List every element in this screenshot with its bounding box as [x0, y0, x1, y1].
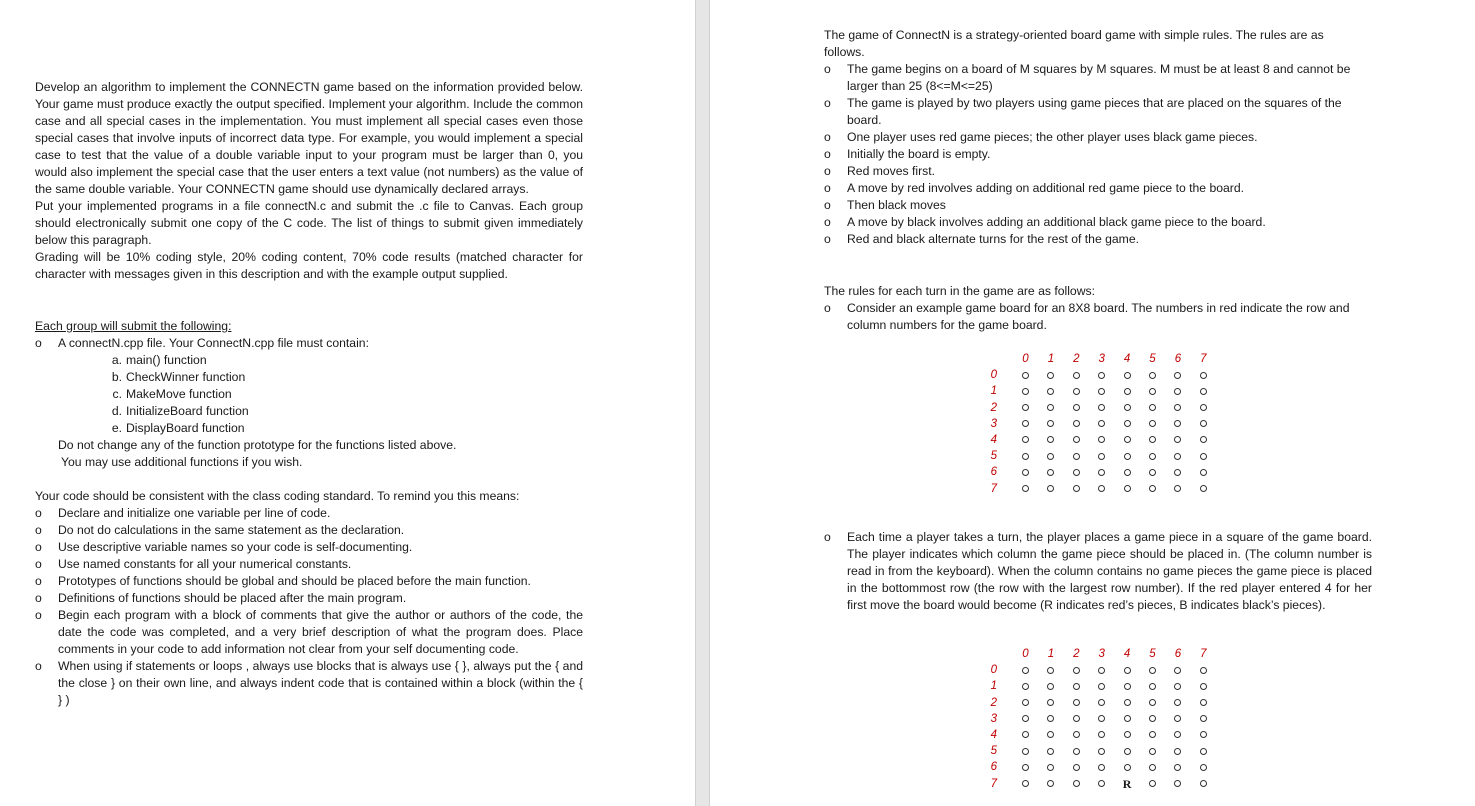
empty-square-icon — [1140, 416, 1165, 432]
standard-item: o Use descriptive variable names so your code is self-documenting. — [35, 540, 413, 554]
row-number: 5 — [990, 450, 997, 463]
column-number: 3 — [1098, 353, 1105, 365]
standard-item: o When using if statements or loops , always use blocks that is always use { }, always put the { and the close } on their own line, and always indent code that is contained within a block (within the { } ) — [35, 659, 583, 707]
page-gutter — [695, 0, 710, 806]
empty-square-icon — [1191, 727, 1216, 743]
empty-square-icon — [1115, 481, 1140, 497]
row-number: 3 — [990, 712, 997, 725]
empty-square-icon — [1115, 464, 1140, 480]
empty-square-icon — [1115, 662, 1140, 678]
empty-square-icon — [1115, 759, 1140, 775]
empty-square-icon — [1089, 776, 1114, 792]
empty-square-icon — [1038, 759, 1063, 775]
rule-item: o A move by black involves adding an additional black game piece to the board. — [824, 215, 1266, 229]
column-number: 2 — [1073, 353, 1080, 365]
empty-square-icon — [1165, 400, 1190, 416]
empty-square-icon — [1089, 759, 1114, 775]
submit-section — [35, 318, 595, 471]
empty-square-icon — [1038, 481, 1063, 497]
column-number: 7 — [1200, 648, 1207, 660]
empty-square-icon — [1140, 727, 1165, 743]
empty-square-icon — [1191, 695, 1216, 711]
empty-square-icon — [1140, 743, 1165, 759]
standard-item: o Use named constants for all your numerical constants. — [35, 557, 352, 571]
empty-square-icon — [1089, 400, 1114, 416]
empty-square-icon — [1038, 367, 1063, 383]
empty-square-icon — [1089, 662, 1114, 678]
empty-square-icon — [1165, 481, 1190, 497]
empty-square-icon — [1191, 711, 1216, 727]
empty-square-icon — [1115, 416, 1140, 432]
empty-square-icon — [1013, 662, 1038, 678]
empty-square-icon — [1064, 711, 1089, 727]
rule-item: o Initially the board is empty. — [824, 147, 991, 161]
column-number: 1 — [1047, 353, 1055, 365]
empty-square-icon — [1165, 448, 1190, 464]
empty-square-icon — [1038, 383, 1063, 399]
empty-square-icon — [1115, 432, 1140, 448]
coding-standard-list — [35, 505, 583, 709]
empty-square-icon — [1140, 432, 1165, 448]
column-number: 3 — [1098, 648, 1105, 660]
empty-square-icon — [1064, 678, 1089, 694]
empty-square-icon — [1191, 448, 1216, 464]
empty-square-icon — [1089, 448, 1114, 464]
turn-rules-heading: The rules for each turn in the game are as follows: — [824, 284, 1095, 298]
rule-item: o The game begins on a board of M squares by M squares. M must be at least 8 and cannot be larger than 25 (8<=M<=25) — [824, 62, 1351, 93]
empty-square-icon — [1013, 743, 1038, 759]
empty-square-icon — [1089, 416, 1114, 432]
row-number: 0 — [990, 664, 997, 677]
function-item: c. MakeMove function — [112, 387, 232, 401]
coding-standard-heading: Your code should be consistent with the class coding standard. To remind you this means: — [35, 489, 520, 503]
empty-square-icon — [1115, 448, 1140, 464]
empty-square-icon — [1089, 481, 1114, 497]
empty-square-icon — [1064, 383, 1089, 399]
row-number: 4 — [990, 729, 997, 741]
empty-square-icon — [1140, 400, 1165, 416]
function-item: e. DisplayBoard function — [111, 421, 245, 435]
empty-square-icon — [1089, 383, 1114, 399]
empty-square-icon — [1140, 464, 1165, 480]
rule-item: o Red moves first. — [824, 164, 936, 178]
empty-square-icon — [1165, 711, 1190, 727]
empty-square-icon — [1013, 727, 1038, 743]
standard-item: o Definitions of functions should be placed after the main program. — [35, 591, 407, 605]
empty-game-board — [987, 351, 1217, 496]
rule-item: o The game is played by two players using game pieces that are placed on the squares of the board. — [824, 96, 1342, 127]
empty-square-icon — [1140, 695, 1165, 711]
empty-square-icon — [1064, 432, 1089, 448]
empty-square-icon — [1115, 383, 1140, 399]
column-number: 4 — [1123, 648, 1131, 660]
column-number: 0 — [1022, 648, 1029, 660]
empty-square-icon — [1115, 695, 1140, 711]
red-game-piece: R — [1122, 776, 1132, 791]
empty-square-icon — [1140, 776, 1165, 792]
empty-square-icon — [1038, 416, 1063, 432]
empty-square-icon — [1191, 743, 1216, 759]
empty-square-icon — [1165, 367, 1190, 383]
empty-square-icon — [1140, 678, 1165, 694]
empty-square-icon — [1089, 464, 1114, 480]
column-number: 1 — [1047, 648, 1055, 660]
empty-square-icon — [1191, 367, 1216, 383]
example-board-bullet: o Consider an example game board for an 8X8 board. The numbers in red indicate the row and column numbers for the game board. — [824, 301, 1350, 332]
empty-square-icon — [1115, 711, 1140, 727]
empty-square-icon — [1064, 695, 1089, 711]
empty-square-icon — [1038, 464, 1063, 480]
empty-square-icon — [1191, 662, 1216, 678]
empty-square-icon — [1115, 400, 1140, 416]
row-number: 5 — [990, 745, 997, 758]
empty-square-icon — [1140, 759, 1165, 775]
function-list — [102, 352, 595, 437]
turn-rules-section — [824, 283, 1374, 334]
empty-square-icon — [1115, 367, 1140, 383]
standard-item: o Begin each program with a block of comments that give the author or authors of the code, the date the code was completed, and a very brief description of what the program does. Place comments in your code to add information not clear from your self documenting code. — [35, 608, 583, 656]
row-number: 7 — [990, 777, 997, 790]
empty-square-icon — [1064, 759, 1089, 775]
submit-heading: Each group will submit the following: — [35, 319, 232, 333]
empty-square-icon — [1013, 367, 1038, 383]
standard-item: o Declare and initialize one variable per line of code. — [35, 506, 331, 520]
empty-square-icon — [1064, 776, 1089, 792]
game-intro: The game of ConnectN is a strategy-oriented board game with simple rules. The rules are as follows. — [824, 28, 1324, 59]
empty-square-icon — [1013, 481, 1038, 497]
empty-square-icon — [1064, 448, 1089, 464]
empty-square-icon — [1089, 727, 1114, 743]
column-number: 5 — [1149, 648, 1156, 660]
empty-square-icon — [1038, 678, 1063, 694]
empty-square-icon — [1064, 464, 1089, 480]
row-number: 0 — [990, 369, 997, 382]
empty-square-icon — [1089, 695, 1114, 711]
empty-square-icon — [1013, 416, 1038, 432]
empty-square-icon — [1191, 432, 1216, 448]
empty-square-icon — [1038, 400, 1063, 416]
empty-square-icon — [1191, 678, 1216, 694]
bullet-icon: o — [35, 336, 42, 350]
empty-square-icon — [1064, 400, 1089, 416]
standard-item: o Do not do calculations in the same statement as the declaration. — [35, 523, 405, 537]
empty-square-icon — [1165, 743, 1190, 759]
empty-square-icon — [1038, 776, 1063, 792]
row-number: 2 — [990, 696, 997, 709]
prototype-note: Do not change any of the function prototype for the functions listed above. — [58, 438, 457, 452]
empty-square-icon — [1140, 481, 1165, 497]
rules-section — [824, 27, 1364, 248]
empty-square-icon — [1191, 776, 1216, 792]
empty-square-icon — [1165, 727, 1190, 743]
empty-square-icon — [1165, 662, 1190, 678]
row-number: 3 — [990, 417, 997, 430]
empty-square-icon — [1038, 432, 1063, 448]
empty-square-icon — [1165, 416, 1190, 432]
empty-square-icon — [1038, 711, 1063, 727]
row-number: 6 — [990, 761, 997, 774]
empty-square-icon — [1089, 678, 1114, 694]
empty-square-icon — [1115, 727, 1140, 743]
empty-square-icon — [1013, 464, 1038, 480]
empty-square-icon — [1013, 776, 1038, 792]
empty-square-icon — [1089, 743, 1114, 759]
empty-square-icon — [1038, 662, 1063, 678]
empty-square-icon — [1038, 727, 1063, 743]
empty-square-icon — [1013, 678, 1038, 694]
rules-list — [824, 61, 1364, 248]
row-number: 2 — [990, 401, 997, 414]
empty-square-icon — [1013, 383, 1038, 399]
placement-rule-bullet: o Each time a player takes a turn, the player places a game piece in a square of the game board. The player indicates which column the game piece should be placed in. (The column number is read in from the keyboard). When the column contains no game pieces the game piece is placed in the bottommost row (the row with the largest row number). If the red player entered 4 for her first move the board would become (R indicates red’s pieces, B indicates black’s pieces). — [824, 530, 1372, 612]
grading-paragraph: Grading will be 10% coding style, 20% coding content, 70% code results (matched character for character with messages given in this description and with the example output supplied. — [35, 250, 583, 281]
empty-square-icon — [1089, 711, 1114, 727]
submission-paragraph: Put your implemented programs in a file connectN.c and submit the .c file to Canvas. Each group should electronically submit one copy of the C code. The list of things to submit given immediately below this paragraph. — [35, 199, 583, 247]
column-number: 6 — [1174, 353, 1182, 365]
empty-square-icon — [1191, 400, 1216, 416]
empty-square-icon — [1013, 448, 1038, 464]
submit-bullet-text: A connectN.cpp file. Your ConnectN.cpp file must contain: — [58, 336, 369, 350]
empty-square-icon — [1165, 432, 1190, 448]
intro-paragraph: Develop an algorithm to implement the CONNECTN game based on the information provided below. Your game must produce exactly the output specified. Implement your algorithm. Include the common case and all special cases in the implementation. You must implement all special cases even those special cases that involve inputs of incorrect data type. For example, you would implement a special case to test that the value of a double variable input to your program must be larger than 0, you would also implement the special case that the user enters a text value (not numbers) as the value of the same double variable. Your CONNECTN game should use dynamically declared arrays. — [35, 80, 583, 196]
empty-square-icon — [1115, 743, 1140, 759]
row-number: 1 — [990, 680, 997, 693]
empty-square-icon — [1140, 367, 1165, 383]
empty-square-icon — [1191, 416, 1216, 432]
empty-square-icon — [1089, 367, 1114, 383]
empty-square-icon — [1140, 448, 1165, 464]
empty-square-icon — [1165, 678, 1190, 694]
empty-square-icon — [1064, 727, 1089, 743]
empty-square-icon — [1140, 383, 1165, 399]
empty-square-icon — [1140, 711, 1165, 727]
coding-standard-section — [35, 488, 583, 709]
column-number: 5 — [1149, 353, 1156, 365]
empty-square-icon — [1191, 383, 1216, 399]
rule-item: o Then black moves — [824, 198, 946, 212]
rule-item: o One player uses red game pieces; the other player uses black game pieces. — [824, 130, 1258, 144]
column-number: 7 — [1200, 353, 1207, 365]
function-item: a. main() function — [111, 353, 207, 367]
empty-square-icon — [1013, 711, 1038, 727]
column-number: 2 — [1073, 648, 1080, 660]
empty-square-icon — [1165, 776, 1190, 792]
row-number: 7 — [990, 482, 997, 495]
empty-square-icon — [1013, 432, 1038, 448]
empty-square-icon — [1191, 464, 1216, 480]
function-item: d. InitializeBoard function — [111, 404, 249, 418]
empty-square-icon — [1165, 695, 1190, 711]
left-document-page — [0, 0, 695, 806]
empty-square-icon — [1165, 383, 1190, 399]
empty-square-icon — [1038, 743, 1063, 759]
placement-rule-section — [824, 529, 1372, 614]
empty-square-icon — [1064, 662, 1089, 678]
empty-square-icon — [1165, 464, 1190, 480]
empty-square-icon — [1013, 695, 1038, 711]
empty-square-icon — [1038, 695, 1063, 711]
empty-square-icon — [1064, 367, 1089, 383]
submit-bullet — [35, 335, 595, 352]
empty-square-icon — [1115, 678, 1140, 694]
empty-square-icon — [1064, 481, 1089, 497]
column-number: 4 — [1123, 353, 1131, 365]
row-number: 1 — [990, 385, 997, 398]
right-document-page — [710, 0, 1475, 806]
additional-functions-note: You may use additional functions if you wish. — [61, 455, 303, 469]
function-item: b. CheckWinner function — [111, 370, 246, 384]
rule-item: o Red and black alternate turns for the rest of the game. — [824, 232, 1139, 246]
first-move-game-board — [987, 646, 1217, 791]
empty-square-icon — [1064, 743, 1089, 759]
intro-block — [35, 79, 583, 283]
empty-square-icon — [1089, 432, 1114, 448]
empty-square-icon — [1165, 759, 1190, 775]
empty-square-icon — [1191, 481, 1216, 497]
empty-square-icon — [1140, 662, 1165, 678]
row-number: 6 — [990, 466, 997, 479]
empty-square-icon — [1013, 400, 1038, 416]
empty-square-icon — [1038, 448, 1063, 464]
column-number: 0 — [1022, 353, 1029, 365]
row-number: 4 — [990, 434, 997, 446]
empty-square-icon — [1013, 759, 1038, 775]
standard-item: o Prototypes of functions should be global and should be placed before the main function. — [35, 574, 531, 588]
empty-square-icon — [1191, 759, 1216, 775]
column-number: 6 — [1174, 648, 1182, 660]
empty-square-icon — [1064, 416, 1089, 432]
rule-item: o A move by red involves adding on additional red game piece to the board. — [824, 181, 1245, 195]
